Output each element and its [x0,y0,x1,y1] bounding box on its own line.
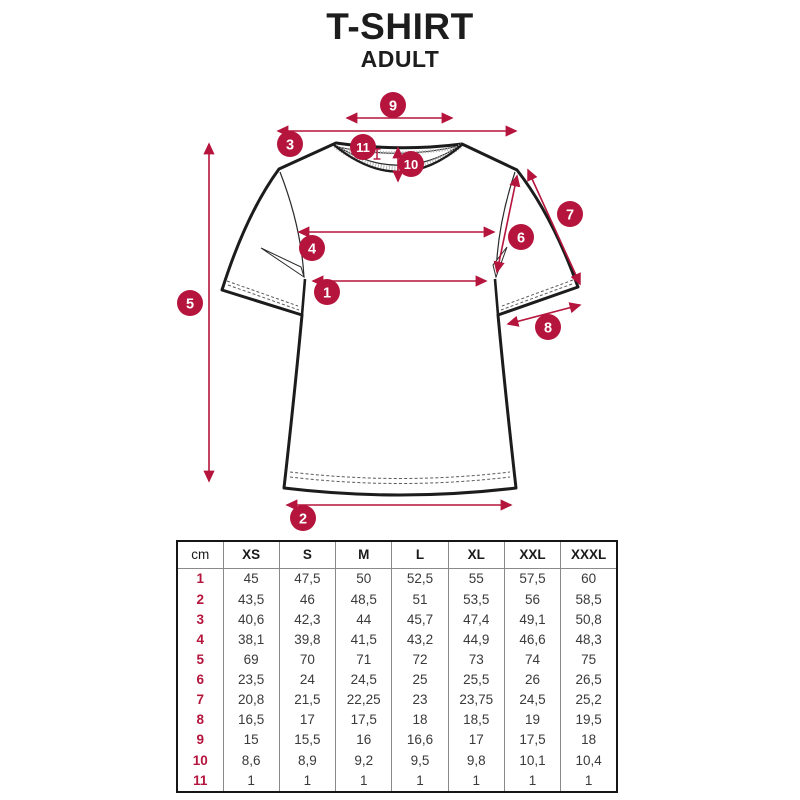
measure-value-cell: 46 [279,589,335,609]
table-row [177,770,617,792]
measure-value-cell: 1 [448,770,504,792]
measure-value-cell: 17 [448,730,504,750]
measure-marker-label-11: 11 [356,139,370,155]
table-row [177,589,617,609]
measure-row-number: 6 [196,672,204,688]
measure-value-cell: 1 [561,770,617,792]
measure-value-cell: 56 [504,589,560,609]
size-table-container [176,540,618,793]
measure-value-cell: 26,5 [561,670,617,690]
measure-value-cell: 15,5 [279,730,335,750]
measure-value-cell: 25,5 [448,670,504,690]
measure-value-cell: 23,75 [448,690,504,710]
measure-value-cell: 24,5 [504,690,560,710]
measure-value-cell: 22,25 [336,690,392,710]
measure-row-number: 10 [192,752,208,768]
measure-value-cell: 1 [336,770,392,792]
measure-value-cell: 69 [223,650,279,670]
measure-row-number: 1 [196,571,204,587]
measure-value-cell: 25,2 [561,690,617,710]
measure-value-cell: 1 [279,770,335,792]
table-row [177,710,617,730]
measure-value-cell: 60 [561,569,617,590]
measure-value-cell: 50 [336,569,392,590]
page-subtitle: ADULT [360,45,440,72]
measure-value-cell: 46,6 [504,630,560,650]
measure-value-cell: 16 [336,730,392,750]
measure-value-cell: 52,5 [392,569,448,590]
measure-value-cell: 24 [279,670,335,690]
measure-value-cell: 47,4 [448,609,504,629]
size-column-header-xxl: XXL [504,541,560,569]
measure-value-cell: 48,5 [336,589,392,609]
measure-value-cell: 72 [392,650,448,670]
measure-value-cell: 24,5 [336,670,392,690]
table-row [177,730,617,750]
measure-value-cell: 10,1 [504,750,560,770]
measure-value-cell: 55 [448,569,504,590]
measure-row-number: 5 [196,651,204,667]
size-table-header [177,541,617,569]
measure-marker-label-10: 10 [403,156,419,172]
measure-value-cell: 18 [561,730,617,750]
measure-value-cell: 49,1 [504,609,560,629]
measure-value-cell: 44,9 [448,630,504,650]
measure-value-cell: 58,5 [561,589,617,609]
measure-value-cell: 25 [392,670,448,690]
measure-value-cell: 48,3 [561,630,617,650]
measure-marker-label-8: 8 [543,320,553,337]
measure-value-cell: 17,5 [336,710,392,730]
measure-row-number: 9 [196,732,204,748]
measure-value-cell: 40,6 [223,609,279,629]
measure-marker-label-1: 1 [322,285,332,302]
measure-row-number: 3 [196,611,204,627]
table-row [177,630,617,650]
measure-marker-label-3: 3 [285,137,295,154]
measure-value-cell: 18 [392,710,448,730]
measure-value-cell: 50,8 [561,609,617,629]
measure-value-cell: 70 [279,650,335,670]
measure-value-cell: 74 [504,650,560,670]
measure-value-cell: 43,2 [392,630,448,650]
measure-value-cell: 1 [392,770,448,792]
table-row [177,750,617,770]
measure-value-cell: 9,8 [448,750,504,770]
measure-value-cell: 41,5 [336,630,392,650]
measure-value-cell: 45 [223,569,279,590]
measure-value-cell: 26 [504,670,560,690]
table-row [177,690,617,710]
measure-value-cell: 45,7 [392,609,448,629]
measure-value-cell: 23 [392,690,448,710]
measure-row-number: 2 [196,591,204,607]
measure-value-cell: 15 [223,730,279,750]
measure-value-cell: 44 [336,609,392,629]
size-column-header-s: S [279,541,335,569]
measure-row-number: 8 [196,712,204,728]
measure-value-cell: 10,4 [561,750,617,770]
measure-marker-label-6: 6 [516,230,526,247]
measure-value-cell: 75 [561,650,617,670]
measure-value-cell: 19,5 [561,710,617,730]
table-row [177,650,617,670]
size-column-header-m: M [336,541,392,569]
measure-marker-label-4: 4 [307,241,317,258]
measure-value-cell: 9,2 [336,750,392,770]
measure-value-cell: 18,5 [448,710,504,730]
measure-value-cell: 39,8 [279,630,335,650]
size-table-body [177,569,617,793]
size-table [176,540,618,793]
measure-value-cell: 8,9 [279,750,335,770]
measure-value-cell: 1 [504,770,560,792]
measure-value-cell: 19 [504,710,560,730]
measure-value-cell: 57,5 [504,569,560,590]
measure-value-cell: 23,5 [223,670,279,690]
size-column-header-l: L [392,541,448,569]
measure-value-cell: 38,1 [223,630,279,650]
measure-row-number: 11 [193,772,208,788]
measure-marker-label-5: 5 [185,296,195,313]
measure-value-cell: 71 [336,650,392,670]
measure-row-number: 7 [196,692,204,708]
measure-value-cell: 8,6 [223,750,279,770]
measure-value-cell: 16,5 [223,710,279,730]
measure-marker-label-2: 2 [298,511,308,528]
size-column-header-xxxl: XXXL [561,541,617,569]
measure-value-cell: 43,5 [223,589,279,609]
size-column-header-xl: XL [448,541,504,569]
measure-marker-label-7: 7 [565,207,575,224]
size-column-header-xs: XS [223,541,279,569]
measure-value-cell: 73 [448,650,504,670]
measure-value-cell: 1 [223,770,279,792]
table-row [177,609,617,629]
table-row [177,569,617,590]
measure-value-cell: 17 [279,710,335,730]
measure-marker-label-9: 9 [388,98,398,115]
measure-row-number: 4 [196,631,204,647]
measure-value-cell: 21,5 [279,690,335,710]
unit-header-cell: cm [177,541,223,569]
measure-value-cell: 20,8 [223,690,279,710]
measure-value-cell: 9,5 [392,750,448,770]
measure-value-cell: 47,5 [279,569,335,590]
measure-value-cell: 53,5 [448,589,504,609]
measure-value-cell: 51 [392,589,448,609]
page-title: T-SHIRT [326,6,474,47]
table-row [177,670,617,690]
measure-value-cell: 42,3 [279,609,335,629]
measure-value-cell: 17,5 [504,730,560,750]
measure-value-cell: 16,6 [392,730,448,750]
